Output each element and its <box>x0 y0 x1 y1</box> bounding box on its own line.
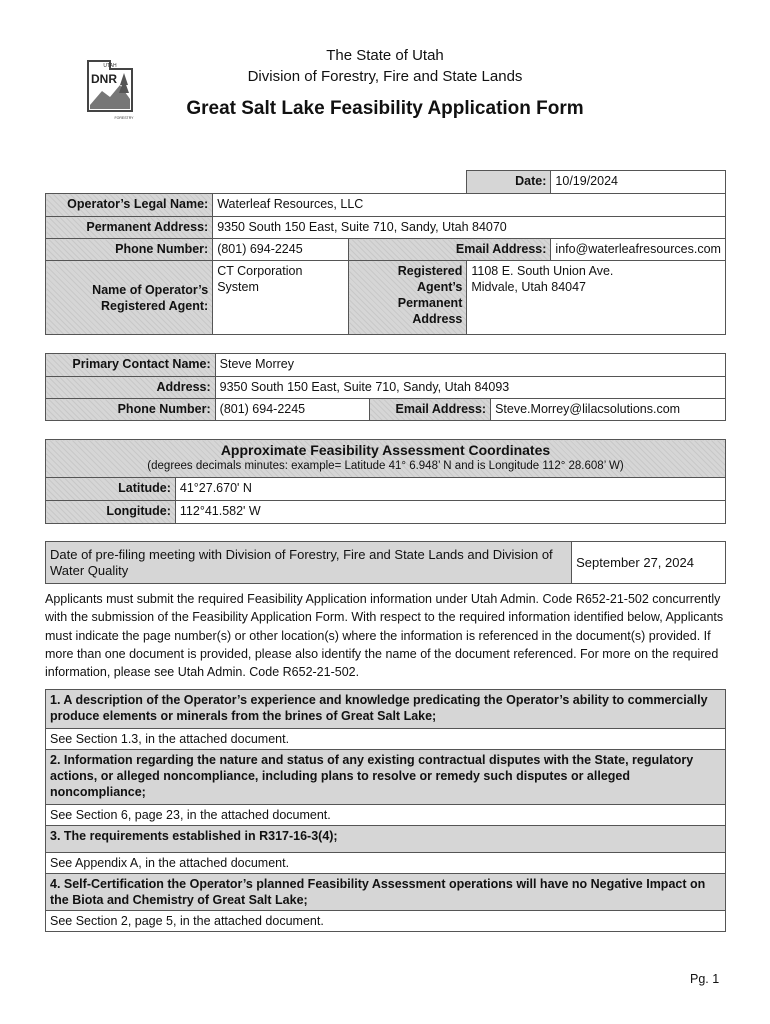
coordinates-title: Approximate Feasibility Assessment Coordinates <box>220 442 551 458</box>
contact-email-label: Email Address: <box>370 399 491 421</box>
contact-phone-label: Phone Number: <box>46 399 216 421</box>
instructions-paragraph: Applicants must submit the required Feasibility Application information under Utah Admin. Code R652-21-502 concurrently with the submission of the Feasibility Application Form. With respect to the required information identified below, Applicants must indicate the page number(s) or other location(s) where the information is referenced in the document(s) provided. If more than one document is provided, please also identify the name of the document referenced. For more on the required information, please see Utah Admin. Code R652-21-502. <box>45 592 724 680</box>
coordinates-table <box>45 439 726 524</box>
requirement-answer-field[interactable]: See Appendix A, in the attached document. <box>46 853 726 874</box>
requirement-answer-field[interactable]: See Section 1.3, in the attached document. <box>46 729 726 750</box>
contact-address-label: Address: <box>46 377 216 399</box>
permanent-address-field[interactable]: 9350 South 150 East, Suite 710, Sandy, Utah 84070 <box>213 217 726 239</box>
agency-division: Division of Forestry, Fire and State Lands <box>247 68 523 85</box>
permanent-address-label: Permanent Address: <box>46 217 213 239</box>
form-title: Great Salt Lake Feasibility Application Form <box>186 98 584 119</box>
prefiling-question: Date of pre-filing meeting with Division of Forestry, Fire and State Lands and Division of Water Quality <box>46 542 572 584</box>
contact-name-label: Primary Contact Name: <box>46 354 216 377</box>
coordinates-subtitle: (degrees decimals minutes: example= Latitude 41° 6.948’ N and is Longitude 112° 28.608’ W) <box>147 460 624 472</box>
date-label: Date: <box>467 171 551 194</box>
coordinates-header <box>46 440 726 478</box>
logo-sub-text: FORESTRY <box>114 116 134 120</box>
legal-name-label: Operator’s Legal Name: <box>46 194 213 217</box>
longitude-field[interactable]: 112°41.582' W <box>175 501 725 524</box>
latitude-field[interactable]: 41°27.670' N <box>175 478 725 501</box>
requirement-question: 2. Information regarding the nature and status of any existing contractual disputes with the State, regulatory actions, or alleged noncompliance, including plans to resolve or remedy such disputes or alleged noncompliance; <box>46 750 726 805</box>
contact-address-field[interactable]: 9350 South 150 East, Suite 710, Sandy, Utah 84093 <box>215 377 725 399</box>
requirement-answer-field[interactable]: See Section 6, page 23, in the attached document. <box>46 805 726 826</box>
prefiling-table <box>45 541 726 584</box>
operator-table <box>45 170 726 335</box>
requirement-question: 3. The requirements established in R317-16-3(4); <box>46 826 726 853</box>
requirements-table <box>45 689 726 932</box>
registered-agent-label: Name of Operator’s Registered Agent: <box>46 261 213 335</box>
contact-name-field[interactable]: Steve Morrey <box>215 354 725 377</box>
date-field[interactable]: 10/19/2024 <box>551 171 726 194</box>
registered-agent-field[interactable]: CT Corporation System <box>213 261 349 335</box>
latitude-label: Latitude: <box>46 478 176 501</box>
email-field[interactable]: info@waterleafresources.com <box>551 239 726 261</box>
legal-name-field[interactable]: Waterleaf Resources, LLC <box>213 194 726 217</box>
primary-contact-table <box>45 353 726 421</box>
prefiling-date-field[interactable]: September 27, 2024 <box>572 542 726 584</box>
agent-address-field[interactable] <box>467 261 726 335</box>
page-number: Pg. 1 <box>690 972 720 986</box>
agent-address-line1: 1108 E. South Union Ave. <box>471 264 614 278</box>
requirement-question: 4. Self-Certification the Operator’s planned Feasibility Assessment operations will have no Negative Impact on the Biota and Chemistry of Great Salt Lake; <box>46 874 726 911</box>
logo-name-text: DNR <box>91 72 117 86</box>
contact-email-field[interactable]: Steve.Morrey@lilacsolutions.com <box>491 399 726 421</box>
agent-address-label: Registered Agent’s Permanent Address <box>349 261 467 335</box>
agent-address-line2: Midvale, Utah 84047 <box>471 280 587 294</box>
agency-state: The State of Utah <box>326 47 444 64</box>
logo-state-text: UTAH <box>103 63 117 69</box>
email-label: Email Address: <box>349 239 551 261</box>
requirement-answer-field[interactable]: See Section 2, page 5, in the attached document. <box>46 911 726 932</box>
phone-label: Phone Number: <box>46 239 213 261</box>
phone-field[interactable]: (801) 694-2245 <box>213 239 349 261</box>
requirement-question: 1. A description of the Operator’s experience and knowledge predicating the Operator’s ability to commercially produce elements or minerals from the brines of Great Salt Lake; <box>46 690 726 729</box>
contact-phone-field[interactable]: (801) 694-2245 <box>215 399 370 421</box>
longitude-label: Longitude: <box>46 501 176 524</box>
